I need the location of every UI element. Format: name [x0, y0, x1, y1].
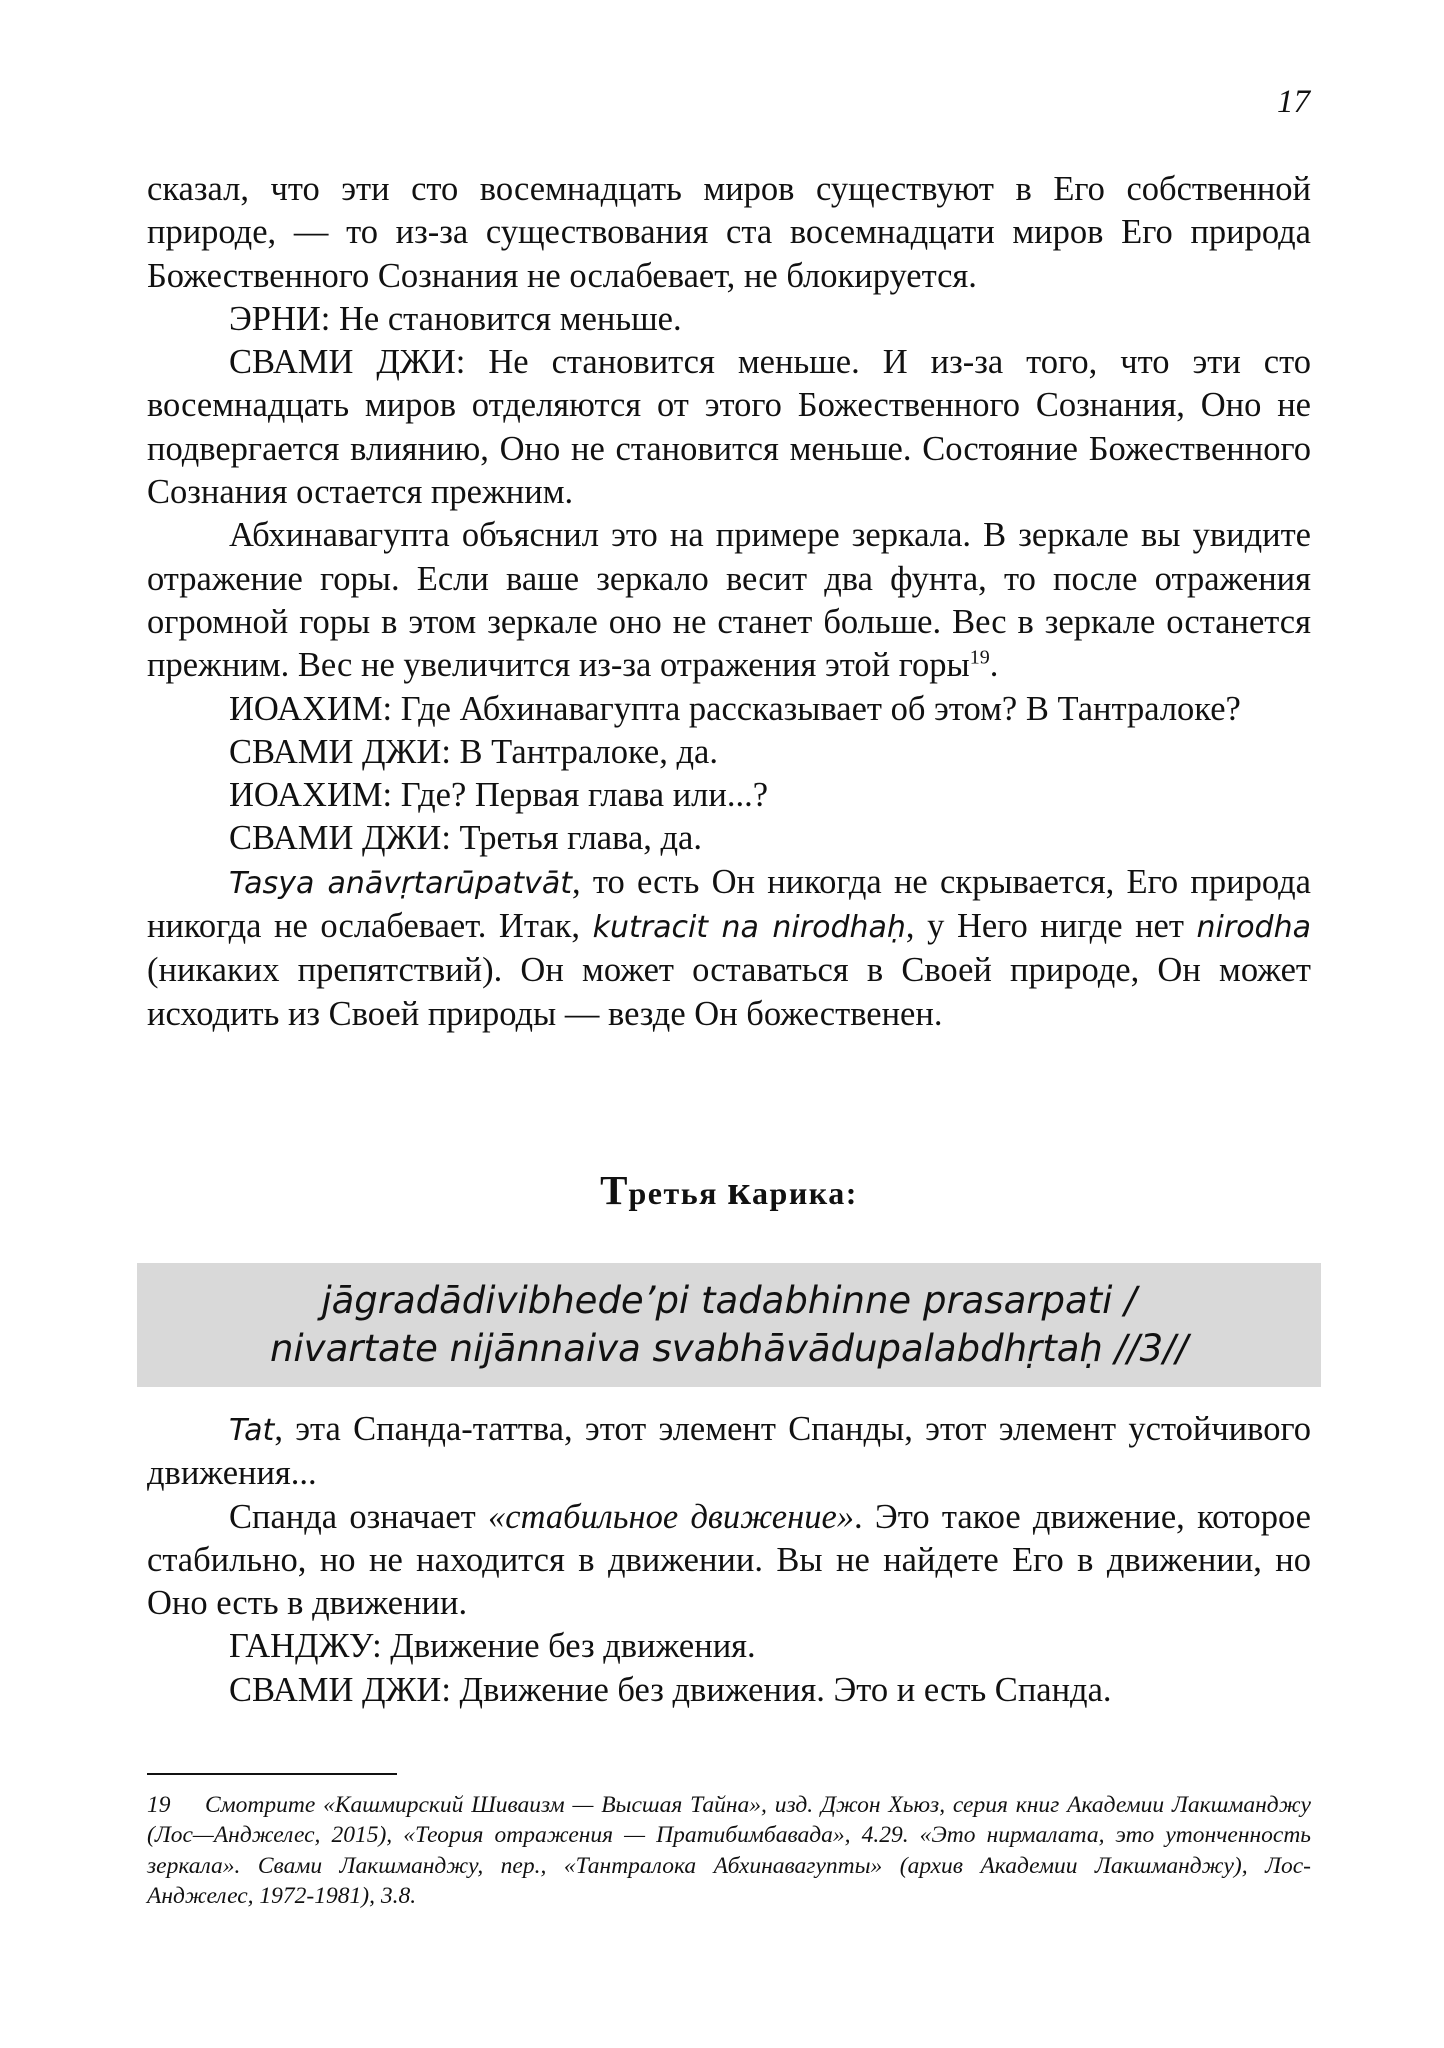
spanda-start: Спанда означает	[229, 1497, 488, 1536]
footnote-number: 19	[147, 1792, 171, 1818]
verse-line-1: jāgradādivibhede’pi tadabhinne prasarpati /	[321, 1279, 1137, 1322]
heading-rest-1: ретья	[628, 1175, 728, 1211]
footnote-reference[interactable]: 19	[969, 646, 990, 669]
paragraph-swami-3: СВАМИ ДЖИ: Третья глава, да.	[229, 819, 702, 858]
closing-text-3: (никаких препятствий). Он может оставаться в Своей природе, Он может исходить из Своей природы — везде Он божественен.	[147, 951, 1311, 1033]
paragraph-swami-2: СВАМИ ДЖИ: В Тантралоке, да.	[229, 732, 718, 771]
page-number: 17	[1277, 84, 1310, 120]
sanskrit-term: nirodha	[1196, 910, 1311, 946]
paragraph-ganju: ГАНДЖУ: Движение без движения.	[229, 1627, 756, 1666]
heading-rest-2: арика:	[752, 1175, 858, 1211]
footnote	[147, 1790, 1311, 1911]
mirror-tail: .	[989, 646, 999, 685]
paragraph-erni: ЭРНИ: Не становится меньше.	[229, 299, 682, 338]
sanskrit-term: Tat	[229, 1413, 275, 1448]
heading-cap-1: Т	[600, 1167, 629, 1213]
main-text-bottom	[147, 1408, 1311, 1712]
section-heading	[147, 1166, 1311, 1214]
sanskrit-term: Tasya anāvṛtarūpatvāt	[229, 865, 572, 901]
verse-line-2: nivartate nijānnaiva svabhāvādupalabdhṛtaḥ //3//	[269, 1327, 1189, 1370]
paragraph-swami-1: СВАМИ ДЖИ: Не становится меньше. И из-за того, что эти сто восемнадцать миров отделяются от этого Божественного Сознания, Оно не подвергается влиянию, Оно не становится меньше. Состояние Божественного Сознания остается прежним.	[147, 343, 1311, 512]
spanda-quote: «стабильное движение»	[488, 1497, 855, 1536]
verse-box	[137, 1263, 1321, 1387]
paragraph-ioakhim-1: ИОАХИМ: Где Абхинавагупта рассказывает об этом? В Тантралоке?	[229, 689, 1241, 728]
footnote-text: Смотрите «Кашмирский Шиваизм — Высшая Тайна», изд. Джон Хьюз, серия книг Академии Лакшманджу (Лос—Анджелес, 2015), «Теория отражения — Пратибимбавада», 4.29. «Это нирмалата, это утонченность зеркала». Свами Лакшманджу, пер., «Тантралока Абхинавагупты» (архив Академии Лакшманджу), Лос-Анджелес, 1972-1981), 3.8.	[147, 1792, 1311, 1909]
spanda-rest: . Это такое движение, которое стабильно, но не находится в движении. Вы не найдете Его в движении, но Оно есть в движении.	[147, 1497, 1311, 1623]
paragraph-ioakhim-2: ИОАХИМ: Где? Первая глава или...?	[229, 776, 769, 815]
footnote-divider	[147, 1773, 397, 1775]
paragraph-closing	[147, 861, 1311, 1036]
paragraph-spanda	[147, 1496, 1311, 1626]
tat-text: , эта Спанда-таттва, этот элемент Спанды, этот элемент устойчивого движения...	[147, 1410, 1311, 1493]
sanskrit-term: kutracit na nirodhaḥ	[592, 910, 906, 946]
heading-cap-2: к	[727, 1167, 753, 1213]
paragraph-tat	[147, 1408, 1311, 1496]
closing-text-2: , у Него нигде нет	[905, 907, 1197, 946]
mirror-text: Абхинавагупта объяснил это на примере зеркала. В зеркале вы увидите отражение горы. Если ваше зеркало весит два фунта, то после отражения огромной горы в этом зеркале оно не станет больше. Вес в зеркале останется прежним. Вес не увеличится из-за отражения этой горы	[147, 516, 1311, 685]
paragraph-mirror	[147, 514, 1311, 687]
paragraph-continuation: сказал, что эти сто восемнадцать миров существуют в Его собственной природе, — то из-за существования ста восемнадцати миров Его природа Божественного Сознания не ослабевает, не блокируется.	[147, 170, 1311, 295]
closing-text-1: , то есть Он никогда не скрывается, Его природа никогда не ослабевает. Итак,	[147, 862, 1311, 946]
paragraph-swami-4: СВАМИ ДЖИ: Движение без движения. Это и есть Спанда.	[229, 1670, 1112, 1709]
main-text-top	[147, 168, 1311, 1036]
